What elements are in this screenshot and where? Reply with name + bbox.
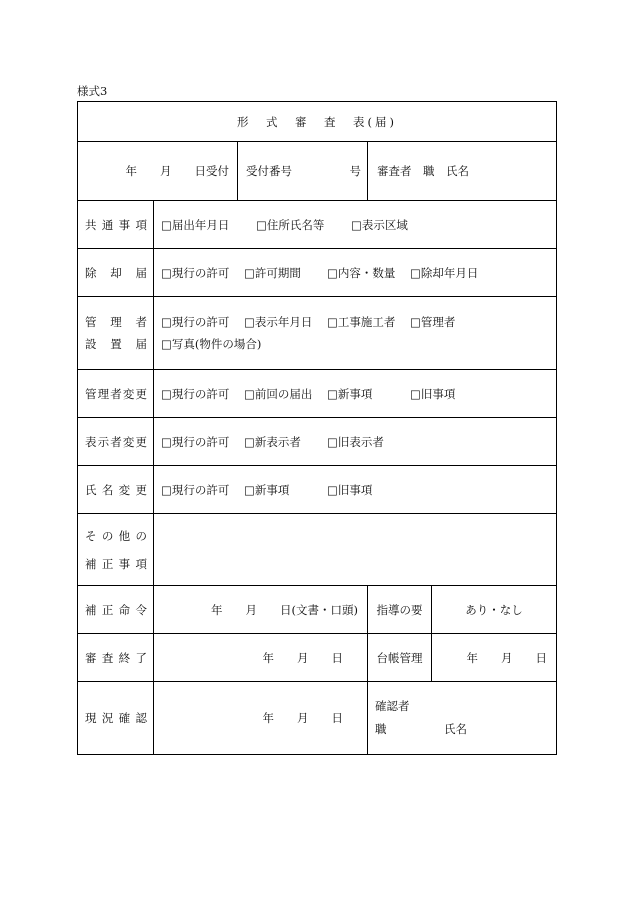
label-char: 変: [122, 386, 135, 401]
label-char: 項: [135, 217, 147, 232]
label-site-check-text: [85, 711, 147, 725]
checkbox-new-displayer: □新表示者: [244, 434, 301, 449]
label-char: 者: [110, 434, 122, 449]
options-common: [154, 201, 557, 249]
checkbox-current-permit: □現行の許可: [161, 315, 230, 329]
label-char: 共: [85, 217, 97, 232]
row-manager-setup: [78, 297, 557, 370]
label-name-change: [78, 466, 154, 514]
options-manager-setup-line2: [161, 333, 556, 355]
label-removal: [78, 249, 154, 297]
checkbox-new-items: □新事項: [327, 386, 373, 401]
label-manager-setup-line1: [85, 311, 147, 333]
label-char: 況: [101, 711, 114, 725]
options-manager-setup: [154, 297, 557, 370]
checkbox-old-items: □旧事項: [327, 482, 373, 497]
label-char: 更: [135, 434, 147, 449]
confirmer-name: 職 氏名: [375, 722, 467, 736]
row-name-change: [78, 466, 557, 514]
guidance-label: 指導の要: [368, 586, 432, 634]
label-other-line2: [85, 550, 147, 578]
examiner: 審査者 職 氏名: [368, 142, 557, 201]
label-char: 事: [118, 556, 131, 571]
label-char: 変: [122, 434, 135, 449]
label-manager-change-text: [85, 387, 147, 401]
label-char: 査: [101, 650, 114, 665]
checkbox-content-quantity: □内容・数量: [327, 265, 396, 280]
label-char: 現: [85, 711, 97, 725]
label-char: 通: [101, 217, 114, 232]
options-manager-setup-line1: [161, 311, 556, 333]
options-removal: [154, 249, 557, 297]
title-cell: [78, 102, 557, 142]
checkbox-photo: □写真(物件の場合): [161, 337, 262, 351]
label-char: 者: [135, 315, 147, 329]
row-common: [78, 201, 557, 249]
row-manager-change: [78, 370, 557, 418]
site-check-date: 年 月 日: [154, 682, 368, 755]
options-manager-change: [154, 370, 557, 418]
options-name-change: [154, 466, 557, 514]
label-char: 氏: [85, 482, 97, 497]
checkbox-address-name: □住所氏名等: [256, 217, 325, 232]
label-char: 更: [135, 386, 147, 401]
checkbox-notification-date: □届出年月日: [161, 217, 230, 232]
label-manager-change: [78, 370, 154, 418]
row-other-corrections: [78, 514, 557, 586]
label-manager-setup: [78, 297, 154, 370]
label-other-line1: [85, 522, 147, 550]
label-char: 補: [85, 602, 97, 617]
row-removal: [78, 249, 557, 297]
label-review-end-text: [85, 651, 147, 665]
label-other-corrections: [78, 514, 154, 586]
row-correction-order: [78, 586, 557, 634]
label-char: 確: [118, 711, 131, 725]
checkbox-removal-date: □除却年月日: [410, 265, 479, 280]
label-char: 終: [118, 650, 131, 665]
label-char: 管: [85, 315, 97, 329]
label-char: 命: [118, 602, 131, 617]
label-char: 審: [85, 650, 97, 665]
review-form-table: [77, 101, 557, 755]
ledger-label: 台帳管理: [368, 634, 432, 682]
label-char: 理: [97, 386, 110, 401]
checkbox-new-items: □新事項: [244, 482, 290, 497]
row-displayer-change: [78, 418, 557, 466]
label-char: の: [135, 528, 147, 543]
reception-row: [78, 142, 557, 201]
checkbox-display-area: □表示区域: [351, 217, 408, 232]
label-site-check: [78, 682, 154, 755]
label-common: [78, 201, 154, 249]
label-char: 変: [118, 482, 131, 497]
form-number: 様式3: [77, 84, 108, 98]
checkbox-current-permit: □現行の許可: [161, 265, 230, 280]
label-char: 正: [101, 556, 114, 571]
label-char: 令: [135, 602, 147, 617]
label-char: の: [101, 528, 114, 543]
label-char: 項: [135, 556, 147, 571]
label-char: 認: [135, 711, 147, 725]
label-char: 了: [135, 650, 147, 665]
other-corrections-blank: [154, 514, 557, 586]
checkbox-previous-notification: □前回の届出: [244, 386, 313, 401]
checkbox-permit-period: □許可期間: [244, 265, 301, 280]
label-char: 却: [110, 265, 122, 280]
checkbox-contractor: □工事施工者: [327, 315, 396, 329]
confirmer-cell: [368, 682, 557, 755]
review-end-date: 年 月 日: [154, 634, 368, 682]
checkbox-current-permit: □現行の許可: [161, 386, 230, 401]
label-char: 除: [85, 265, 97, 280]
checkbox-current-permit: □現行の許可: [161, 482, 230, 497]
options-displayer-change: [154, 418, 557, 466]
label-char: 届: [135, 265, 147, 280]
label-manager-setup-line2: [85, 333, 147, 355]
label-correction-order-text: [85, 603, 147, 617]
checkbox-old-items: □旧事項: [410, 386, 456, 401]
label-char: 事: [118, 217, 131, 232]
label-char: 示: [97, 434, 110, 449]
label-review-end: [78, 634, 154, 682]
label-char: 正: [101, 602, 114, 617]
label-char: 置: [110, 337, 122, 351]
label-displayer-change: [78, 418, 154, 466]
label-char: 管: [85, 386, 97, 401]
checkbox-display-date: □表示年月日: [244, 315, 313, 329]
row-site-check: [78, 682, 557, 755]
label-common-text: [85, 218, 147, 232]
label-char: 理: [110, 315, 122, 329]
label-char: 表: [85, 434, 97, 449]
reception-date: 年 月 日受付: [78, 142, 238, 201]
label-char: 届: [135, 337, 147, 351]
label-char: 補: [85, 556, 97, 571]
ledger-date: 年 月 日: [432, 634, 557, 682]
label-char: 他: [118, 528, 131, 543]
label-displayer-change-text: [85, 435, 147, 449]
guidance-value: あり・なし: [432, 586, 557, 634]
label-char: 名: [101, 482, 114, 497]
checkbox-manager: □管理者: [410, 315, 456, 329]
correction-order-date: 年 月 日(文書・口頭): [154, 586, 368, 634]
confirmer-label: 確認者: [375, 699, 410, 713]
checkbox-old-displayer: □旧表示者: [327, 434, 384, 449]
label-char: 設: [85, 337, 97, 351]
label-correction-order: [78, 586, 154, 634]
reception-number: 受付番号 号: [238, 142, 368, 201]
label-removal-text: [85, 266, 147, 280]
label-name-change-text: [85, 483, 147, 497]
label-char: そ: [85, 528, 97, 543]
title-row: [78, 102, 557, 142]
row-review-end: [78, 634, 557, 682]
label-char: 者: [110, 386, 122, 401]
form-title: 形 式 審 査 表(届): [237, 114, 398, 129]
label-char: 更: [135, 482, 147, 497]
checkbox-current-permit: □現行の許可: [161, 434, 230, 449]
